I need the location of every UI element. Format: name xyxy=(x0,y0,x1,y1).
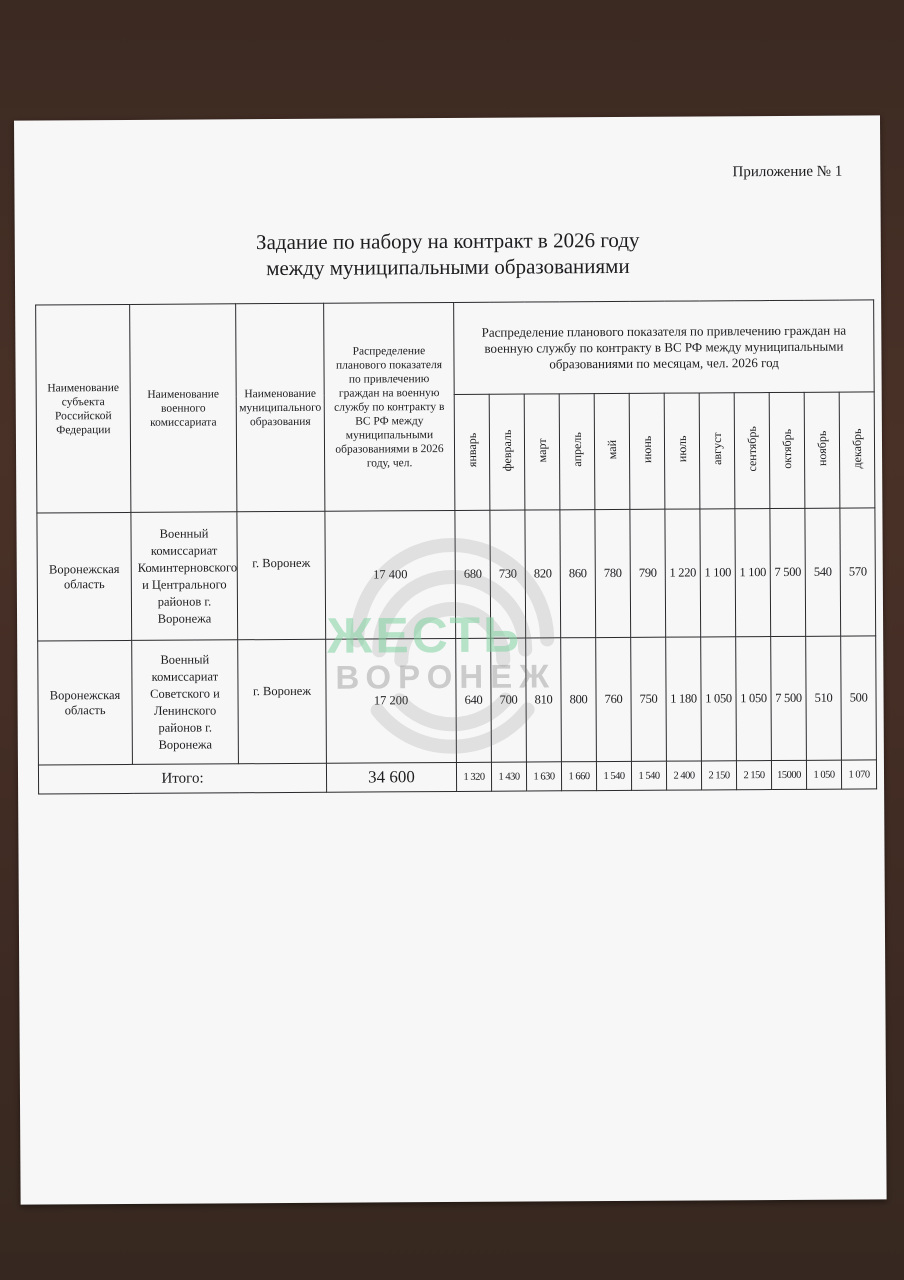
month-label: апрель xyxy=(569,432,584,467)
totals-month-cell: 1 070 xyxy=(841,760,876,789)
month-label: март xyxy=(534,437,549,462)
month-value-cell: 750 xyxy=(631,637,667,761)
month-header xyxy=(734,393,770,509)
month-label: октябрь xyxy=(779,428,794,469)
month-header xyxy=(699,393,735,509)
month-header xyxy=(769,392,805,508)
header-municipality: Наименование муниципального образования xyxy=(236,303,325,512)
commissariat-cell: Военный комиссариат Коминтерновского и Центрального районов г. Воронежа xyxy=(131,512,238,641)
month-header xyxy=(524,394,560,510)
totals-month-cell: 1 050 xyxy=(806,760,841,789)
municipality-cell: г. Воронеж xyxy=(238,639,327,764)
totals-plan-cell: 34 600 xyxy=(326,762,456,792)
totals-month-cell: 2 150 xyxy=(736,761,771,790)
totals-label: Итого: xyxy=(38,763,326,794)
plan-total-cell: 17 200 xyxy=(326,638,457,763)
month-value-cell: 820 xyxy=(525,510,561,638)
title-line-1: Задание по набору на контракт в 2026 году xyxy=(255,227,640,255)
totals-month-cell: 1 320 xyxy=(456,762,491,791)
month-value-cell: 7 500 xyxy=(770,508,806,636)
totals-month-cell: 1 540 xyxy=(631,761,666,790)
subject-cell: Воронежская область xyxy=(37,512,132,641)
document-page xyxy=(14,115,887,1204)
totals-month-cell: 2 150 xyxy=(701,761,736,790)
month-value-cell: 500 xyxy=(841,636,877,760)
month-label: август xyxy=(709,432,724,466)
watermark-text-1: ЖЕСТЬ xyxy=(326,606,523,664)
month-value-cell: 800 xyxy=(561,638,597,762)
month-header xyxy=(559,394,595,510)
totals-month-cell: 1 540 xyxy=(596,761,631,790)
header-subject: Наименование субъекта Российской Федерации xyxy=(36,304,131,513)
month-value-cell: 1 050 xyxy=(736,637,772,761)
month-label: ноябрь xyxy=(814,430,829,466)
totals-month-cell: 1 630 xyxy=(526,762,561,791)
month-value-cell: 640 xyxy=(456,638,492,762)
month-value-cell: 1 100 xyxy=(700,509,736,637)
totals-month-cell: 2 400 xyxy=(666,761,701,790)
month-header xyxy=(839,392,875,508)
header-monthly: Распределение планового показателя по привлечению граждан на военную службу по контракту в ВС РФ между муниципальными образованиями по месяцам, чел. 2026 год xyxy=(454,300,875,395)
month-value-cell: 1 220 xyxy=(665,509,701,637)
totals-row xyxy=(38,760,876,794)
title-line-2: между муниципальными образованиями xyxy=(266,253,630,281)
watermark-text-2: ВОРОНЕЖ xyxy=(335,657,557,696)
month-header xyxy=(454,394,490,510)
commissariat-cell: Военный комиссариат Советского и Ленинского районов г. Воронежа xyxy=(132,640,239,765)
month-header xyxy=(629,393,665,509)
header-commissariat: Наименование военного комиссариата xyxy=(130,304,237,513)
month-value-cell: 1 180 xyxy=(666,637,702,761)
month-value-cell: 510 xyxy=(806,636,842,760)
month-value-cell: 680 xyxy=(455,510,491,638)
month-label: декабрь xyxy=(849,427,864,469)
month-label: июль xyxy=(674,435,689,463)
month-label: июнь xyxy=(639,435,654,463)
month-header xyxy=(594,393,630,509)
header-plan: Распределение планового показателя по привлечению граждан на военную службу по контракту в ВС РФ между муниципальными образованиями в 2026 году, чел. xyxy=(324,302,455,511)
month-label: май xyxy=(604,439,619,460)
month-value-cell: 1 100 xyxy=(735,509,771,637)
month-value-cell: 700 xyxy=(491,638,527,762)
month-value-cell: 7 500 xyxy=(771,636,807,760)
month-value-cell: 790 xyxy=(630,509,666,637)
totals-month-cell: 1 660 xyxy=(561,762,596,791)
month-label: январь xyxy=(464,433,479,468)
month-value-cell: 760 xyxy=(596,637,632,761)
subject-cell: Воронежская область xyxy=(38,640,133,765)
month-label: февраль xyxy=(499,429,514,472)
month-value-cell: 570 xyxy=(840,508,876,636)
quota-table xyxy=(35,299,877,794)
month-value-cell: 780 xyxy=(595,509,631,637)
appendix-label: Приложение № 1 xyxy=(732,163,843,181)
month-header xyxy=(804,392,840,508)
month-value-cell: 1 050 xyxy=(701,637,737,761)
month-label: сентябрь xyxy=(744,425,759,472)
plan-total-cell: 17 400 xyxy=(325,510,456,639)
document-title xyxy=(15,225,881,282)
month-header xyxy=(664,393,700,509)
totals-month-cell: 1 430 xyxy=(491,762,526,791)
month-value-cell: 810 xyxy=(526,638,562,762)
month-value-cell: 860 xyxy=(560,510,596,638)
month-value-cell: 730 xyxy=(490,510,526,638)
municipality-cell: г. Воронеж xyxy=(237,511,326,640)
totals-month-cell: 15000 xyxy=(771,760,806,789)
month-header xyxy=(489,394,525,510)
month-value-cell: 540 xyxy=(805,508,841,636)
